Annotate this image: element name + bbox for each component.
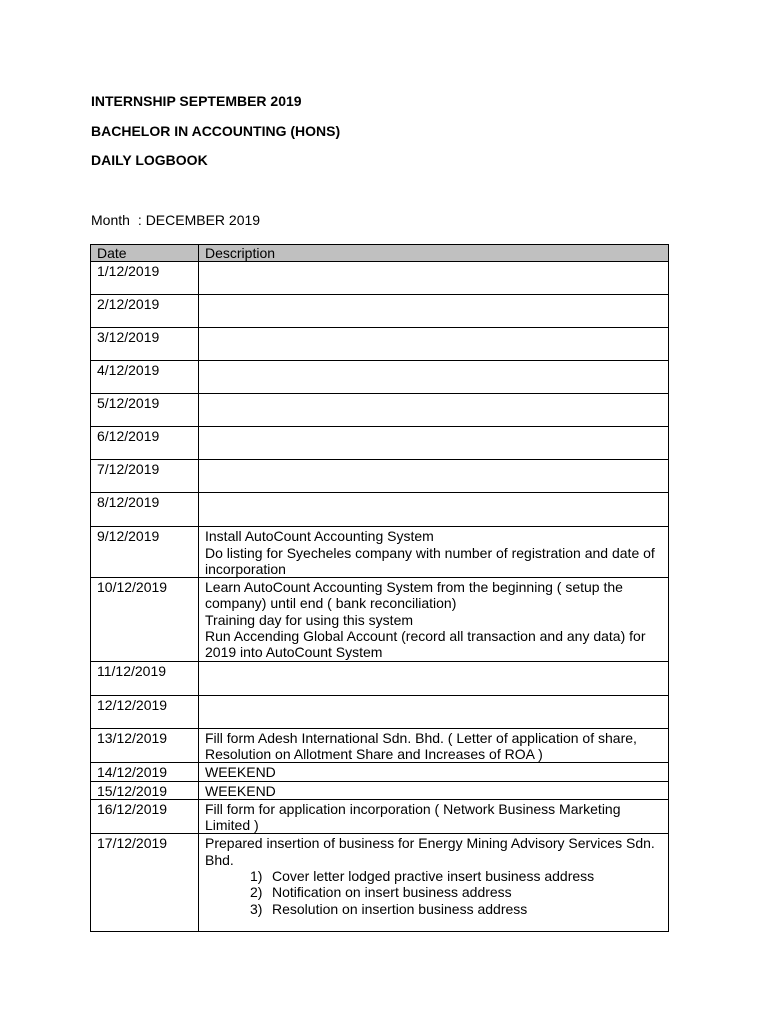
month-line (91, 212, 260, 228)
table-row (91, 361, 669, 394)
description-cell (199, 578, 669, 661)
description-cell (199, 493, 669, 527)
column-header-description: Description (199, 245, 669, 262)
date-cell: 17/12/2019 (91, 834, 199, 932)
date-cell: 4/12/2019 (91, 361, 199, 394)
logbook-body (91, 262, 669, 932)
description-cell (199, 781, 669, 799)
description-cell (199, 328, 669, 361)
description-cell (199, 394, 669, 427)
date-cell: 8/12/2019 (91, 493, 199, 527)
description-line: Prepared insertion of business for Energy Mining Advisory Services Sdn. Bhd. (205, 835, 655, 868)
table-row (91, 295, 669, 328)
date-cell: 12/12/2019 (91, 695, 199, 728)
date-cell: 9/12/2019 (91, 527, 199, 578)
description-line: Training day for using this system (205, 611, 414, 628)
table-row (91, 695, 669, 728)
date-cell: 3/12/2019 (91, 328, 199, 361)
date-cell: 14/12/2019 (91, 763, 199, 781)
description-line: Run Accending Global Account (record all transaction and any data) for 2019 into AutoCount System (205, 628, 646, 661)
table-row (91, 728, 669, 763)
description-cell (199, 728, 669, 763)
description-line: Fill form Adesh International Sdn. Bhd. ( Letter of application of share, Resolution on Allotment Share and Increases of ROA ) (205, 729, 637, 762)
table-row (91, 834, 669, 932)
step-number: 3) (250, 900, 263, 917)
title-logbook: DAILY LOGBOOK (91, 152, 208, 168)
table-row (91, 578, 669, 661)
description-cell (199, 427, 669, 460)
table-row (91, 799, 669, 834)
description-cell (199, 661, 669, 695)
date-cell: 10/12/2019 (91, 578, 199, 661)
description-line: Learn AutoCount Accounting System from the beginning ( setup the company) until end ( bank reconciliation) (205, 579, 623, 612)
description-cell (199, 527, 669, 578)
date-cell: 2/12/2019 (91, 295, 199, 328)
step-item (250, 901, 662, 917)
description-line: WEEKEND (205, 782, 276, 799)
table-header-row (91, 245, 669, 262)
step-number: 2) (250, 884, 263, 901)
title-programme: BACHELOR IN ACCOUNTING (HONS) (91, 123, 341, 139)
month-value: : DECEMBER 2019 (137, 212, 261, 228)
description-cell (199, 295, 669, 328)
description-cell (199, 763, 669, 781)
description-cell (199, 262, 669, 295)
step-text: Cover letter lodged practive insert business address (272, 868, 595, 885)
description-line: WEEKEND (205, 764, 276, 781)
description-cell (199, 799, 669, 834)
description-cell (199, 834, 669, 932)
table-row (91, 527, 669, 578)
date-cell: 13/12/2019 (91, 728, 199, 763)
step-item (250, 884, 662, 900)
step-item (250, 868, 662, 884)
table-row (91, 763, 669, 781)
description-cell (199, 361, 669, 394)
table-row (91, 460, 669, 493)
description-cell (199, 695, 669, 728)
date-cell: 7/12/2019 (91, 460, 199, 493)
date-cell: 5/12/2019 (91, 394, 199, 427)
date-cell: 6/12/2019 (91, 427, 199, 460)
logbook-table (90, 244, 669, 932)
month-label: Month (91, 212, 130, 228)
date-cell: 15/12/2019 (91, 781, 199, 799)
step-text: Resolution on insertion business address (272, 900, 528, 917)
description-line: Fill form for application incorporation ( Network Business Marketing Limited ) (205, 800, 621, 834)
table-row (91, 493, 669, 527)
table-row (91, 262, 669, 295)
step-text: Notification on insert business address (272, 884, 512, 901)
step-number: 1) (250, 868, 263, 885)
step-list (205, 868, 662, 917)
table-row (91, 328, 669, 361)
table-row (91, 661, 669, 695)
table-row (91, 427, 669, 460)
description-cell (199, 460, 669, 493)
title-internship: INTERNSHIP SEPTEMBER 2019 (91, 93, 302, 109)
table-row (91, 781, 669, 799)
date-cell: 11/12/2019 (91, 661, 199, 695)
date-cell: 16/12/2019 (91, 799, 199, 834)
description-line: Do listing for Syecheles company with number of registration and date of incorporation (205, 544, 655, 577)
description-line: Install AutoCount Accounting System (205, 528, 434, 545)
column-header-date: Date (91, 245, 199, 262)
date-cell: 1/12/2019 (91, 262, 199, 295)
table-row (91, 394, 669, 427)
